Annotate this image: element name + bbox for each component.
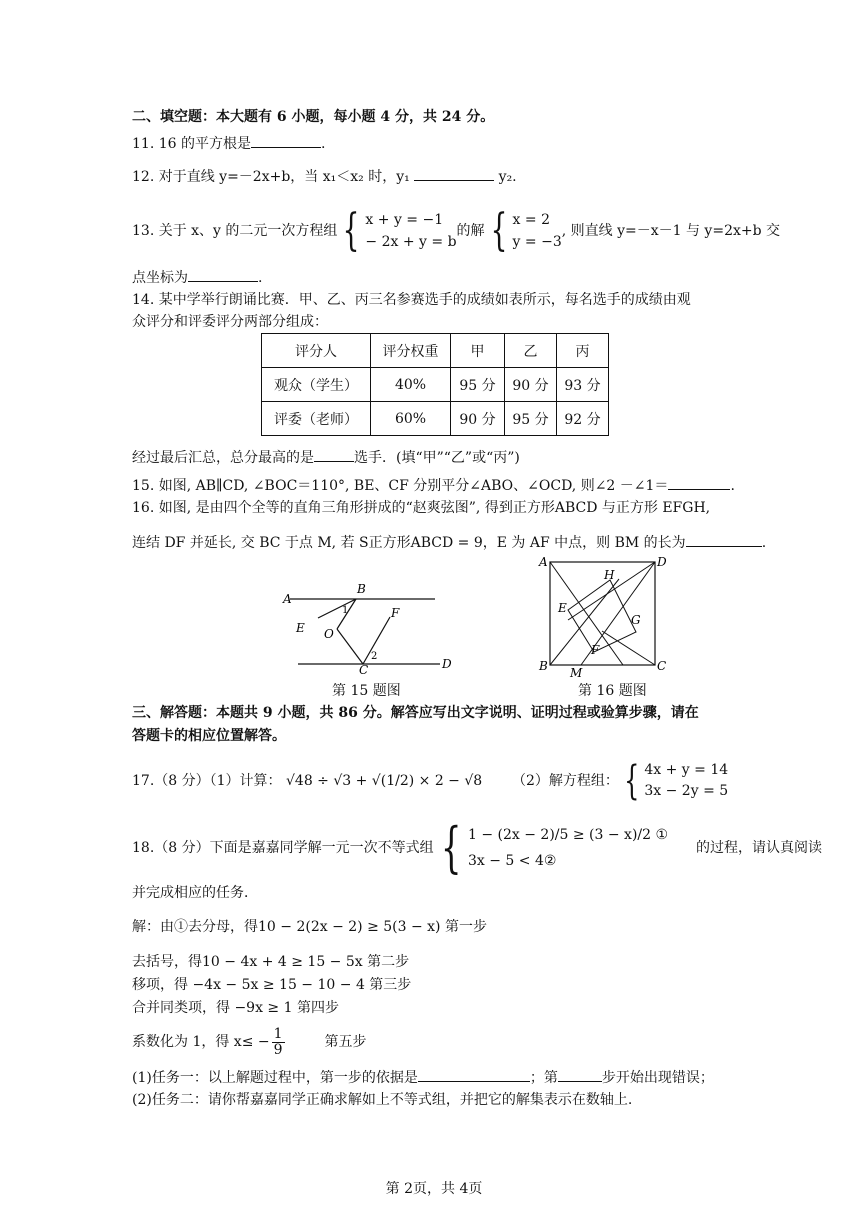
q18-ineq2: 3x − 5 < 4②: [467, 853, 557, 869]
q16-text-b: 连结 DF 并延长, 交 BC 于点 M, 若 S正方形ABCD = 9，E 为 AF 中点，则 BM 的长为: [132, 535, 686, 551]
q15-text: 15. 如图, AB∥CD, ∠BOC＝110°, BE、CF 分别平分∠ABO、∠OCD, 则∠2 －∠1＝: [132, 478, 669, 494]
table-header-cell: 丙: [557, 334, 609, 368]
task1-blank-2: [558, 1068, 602, 1082]
q11-blank: [251, 134, 321, 148]
q14-after-text2: 选手．(填“甲”“乙”或“丙”): [354, 450, 520, 466]
step-5: [132, 1024, 367, 1060]
question-16-line2: 连结 DF 并延长, 交 BC 于点 M, 若 S正方形ABCD = 9，E 为 AF 中点，则 BM 的长为 .: [132, 535, 767, 551]
q13-text-c: , 则直线 y=－x－1 与 y=2x+b 交: [561, 223, 781, 239]
question-17-part1: [132, 772, 482, 790]
table-cell: 60%: [371, 402, 451, 436]
line-b-e: [550, 579, 619, 665]
q15-blank: [668, 476, 730, 490]
q18-text-b: 的过程，请认真阅读: [696, 840, 823, 856]
step-1: 解：由①去分母，得10 − 2(2x − 2) ≥ 5(3 − x) 第一步: [132, 919, 487, 935]
question-13-cont: 点坐标为 .: [132, 270, 263, 286]
q13-sol-brace: {: [490, 205, 507, 256]
question-14-answer: [132, 448, 520, 467]
label-d: D: [442, 657, 452, 671]
page-footer: 第 2页，共 4页: [385, 1181, 483, 1197]
table-cell: 90 分: [451, 402, 505, 436]
figure-15: [280, 580, 460, 675]
table-cell: 40%: [371, 368, 451, 402]
figure-15-caption: 第 15 题图: [332, 683, 401, 699]
question-18: [132, 818, 822, 878]
table-cell: 93 分: [557, 368, 609, 402]
q13-eq1: x + y = −1: [365, 212, 444, 228]
q12-text-b: y₂.: [498, 169, 517, 185]
q13-text-b: 的解: [456, 223, 485, 239]
task1-text-b: ；第: [529, 1070, 558, 1086]
q18-brace: {: [440, 816, 462, 879]
table-header-cell: 评分人: [262, 334, 371, 368]
q17-text-a: 17.（8 分）（1）计算：: [132, 773, 282, 789]
q17-text-b: （2）解方程组：: [512, 773, 619, 789]
task-2: (2)任务二：请你帮嘉嘉同学正确求解如上不等式组，并把它的解集表示在数轴上.: [132, 1092, 633, 1108]
table-cell: 90 分: [505, 368, 557, 402]
q13-text-a: 13. 关于 x、y 的二元一次方程组: [132, 223, 338, 239]
label-c: C: [359, 663, 369, 675]
q14-after-text: 经过最后汇总，总分最高的是: [132, 450, 314, 466]
section-3-heading: 三、解答题：本题共 9 小题，共 86 分。解答应写出文字说明、证明过程或验算步骤，请在: [132, 705, 699, 721]
task1-blank-1: [418, 1068, 530, 1082]
label-a: A: [539, 555, 548, 569]
label-d: D: [657, 555, 667, 569]
table-cell: 观众（学生）: [262, 368, 371, 402]
question-15: 15. 如图, AB∥CD, ∠BOC＝110°, BE、CF 分别平分∠ABO、∠OCD, 则∠2 －∠1＝ .: [132, 478, 735, 494]
table-cell: 评委（老师）: [262, 402, 371, 436]
label-e: E: [296, 621, 305, 635]
table-cell: 95 分: [505, 402, 557, 436]
figure-16: [536, 554, 676, 679]
table-header-cell: 评分权重: [371, 334, 451, 368]
question-18-cont: 并完成相应的任务．: [132, 885, 258, 901]
q13-blank: [188, 268, 258, 282]
q13-solution: [513, 209, 562, 253]
q13-sol2: y = −3: [512, 234, 562, 250]
question-14-line1: 14. 某中学举行朗诵比赛．甲、乙、丙三名参赛选手的成绩如表所示，每名选手的成绩由观: [132, 292, 691, 308]
step5-fraction: [272, 1027, 285, 1058]
label-c: C: [657, 659, 667, 673]
angle-1-label: 1: [342, 605, 349, 616]
question-12: [132, 167, 517, 186]
fraction-denominator: 9: [273, 1041, 283, 1058]
label-b: B: [357, 582, 366, 596]
fraction-numerator: 1: [273, 1025, 283, 1042]
table-row: [262, 402, 609, 436]
q13-sol1: x = 2: [512, 212, 550, 228]
task1-text-c: 步开始出现错误；: [601, 1070, 714, 1086]
step-3: 移项，得 −4x − 5x ≥ 15 − 10 − 4 第三步: [132, 977, 412, 993]
segment-oc: [337, 629, 363, 664]
label-a: A: [283, 592, 292, 606]
question-14-line2: 众评分和评委评分两部分组成：: [132, 314, 328, 330]
square-efgh: [568, 580, 636, 652]
q13-text-d: 点坐标为: [132, 270, 188, 286]
label-g: G: [631, 613, 641, 627]
task1-text-a: (1)任务一：以上解题过程中，第一步的依据是: [132, 1070, 418, 1086]
task-1: [132, 1068, 714, 1087]
table-header-cell: 乙: [505, 334, 557, 368]
q14-blank: [314, 448, 354, 462]
table-cell: 95 分: [451, 368, 505, 402]
step5-text-b: 第五步: [324, 1034, 367, 1050]
label-o: O: [324, 627, 334, 641]
q17-brace: {: [624, 758, 640, 804]
section-3-heading-cont: 答题卡的相应位置解答。: [132, 728, 286, 744]
angle-2-label: 2: [371, 651, 378, 662]
q13-system: [365, 209, 456, 253]
step5-text-a: 系数化为 1，得 x≤ −: [132, 1034, 270, 1050]
q18-text-a: 18.（8 分）下面是嘉嘉同学解一元一次不等式组: [132, 840, 434, 856]
question-16-line1: 16. 如图, 是由四个全等的直角三角形拼成的“赵爽弦图”, 得到正方形ABCD 与正方形 EFGH,: [132, 500, 711, 516]
score-table: [261, 333, 609, 436]
label-e: E: [558, 601, 567, 615]
q13-eq2: − 2x + y = b: [365, 234, 457, 250]
q18-ineq1: 1 − (2x − 2)/5 ≥ (3 − x)/2 ①: [467, 827, 669, 843]
label-m: M: [570, 666, 583, 679]
question-11: 11. 16 的平方根是 .: [132, 136, 326, 152]
q11-text: 11. 16 的平方根是: [132, 136, 251, 152]
q18-system: [468, 822, 668, 874]
question-13: [132, 206, 780, 256]
label-h: H: [604, 568, 615, 582]
q16-blank: [686, 533, 762, 547]
figure-16-caption: 第 16 题图: [578, 683, 647, 699]
table-row: [262, 368, 609, 402]
table-header-row: [262, 334, 609, 368]
q17-expression: √48 ÷ √3 + √(1/2) × 2 − √8: [285, 773, 483, 789]
step-4: 合并同类项，得 −9x ≥ 1 第四步: [132, 1000, 339, 1016]
step-2: 去括号，得10 − 4x + 4 ≥ 15 − 5x 第二步: [132, 954, 410, 970]
q17-eq1: 4x + y = 14: [644, 762, 729, 778]
label-f: F: [391, 606, 400, 620]
q13-brace: {: [343, 205, 360, 256]
q17-eq2: 3x − 2y = 5: [644, 783, 729, 799]
table-cell: 92 分: [557, 402, 609, 436]
label-b: B: [539, 659, 548, 673]
question-17-part2: [512, 760, 728, 802]
q12-text-a: 12. 对于直线 y=－2x+b，当 x₁＜x₂ 时，y₁: [132, 169, 410, 185]
label-f: F: [591, 643, 600, 657]
section-2-heading: 二、填空题：本大题有 6 小题，每小题 4 分，共 24 分。: [132, 109, 495, 125]
table-header-cell: 甲: [451, 334, 505, 368]
q12-blank: [414, 167, 494, 181]
q17-system: [644, 760, 728, 802]
